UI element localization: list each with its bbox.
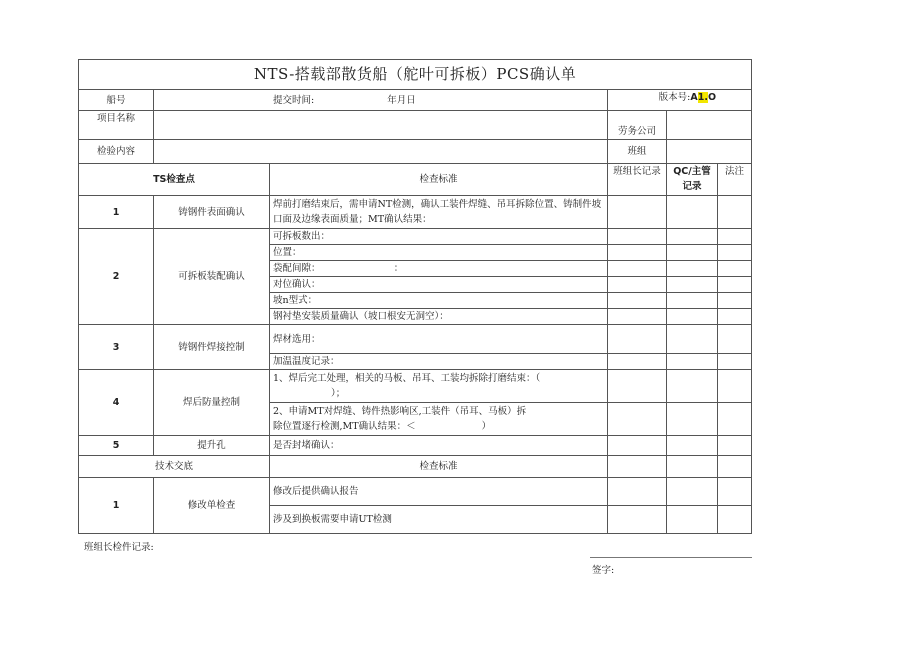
tech-header-row (79, 456, 752, 478)
item-4-line-5: ） (481, 421, 492, 432)
signature-line[interactable] (590, 557, 752, 558)
inspection-content-value[interactable] (154, 140, 608, 164)
col-qc-record (667, 164, 718, 196)
item-3-no: 3 (79, 325, 154, 370)
team-label: 班组 (608, 140, 667, 164)
header-row-ship (79, 90, 752, 111)
col-qc-record-text: QC/主管记录 (673, 166, 711, 192)
submit-time-cell (154, 90, 608, 111)
col-leader-record: 班组长记录 (608, 164, 667, 196)
column-header-row (79, 164, 752, 196)
item-4-name: 焊后防量控制 (154, 370, 270, 436)
version-value-c: O (707, 92, 717, 103)
item-1-qc[interactable] (667, 196, 718, 229)
item-2-line-4: 对位确认： (270, 277, 608, 293)
item-2-gap-mark: ： (393, 263, 404, 274)
item-2-line-3: 袋配间隙： (273, 263, 316, 274)
tech-item-1-line-1: 修改后提供确认报告 (270, 478, 608, 506)
item-3-line-2: 加温温度记录： (270, 354, 608, 370)
version-value-a: A (690, 92, 698, 103)
item-5-name: 提升孔 (154, 436, 270, 456)
leader-check-record-label: 班组长检件记录: (84, 542, 154, 553)
tech-item-1-line-2: 涉及到换板需要申请UT检测 (270, 506, 608, 534)
col-standard: 检查标准 (270, 164, 608, 196)
pcs-confirmation-form (78, 59, 751, 537)
col-legal-note: 法注 (718, 164, 752, 196)
item-2-line-3-cell (270, 261, 608, 277)
item-4-line-3: 2、申请MT对焊缝、铸件热影响区,工装件（吊耳、马板）拆 (273, 406, 527, 417)
version-value-b: 1. (697, 92, 708, 103)
labor-company-label: 劳务公司 (608, 111, 667, 140)
item-row-5 (79, 436, 752, 456)
item-3-name: 铸钢件焊接控制 (154, 325, 270, 370)
tech-item-1-name: 修改单检查 (154, 478, 270, 534)
ship-no-label: 船号 (79, 90, 154, 111)
item-row-3a (79, 325, 752, 354)
form-title: NTS-搭载部散货船（舵叶可拆板）PCS确认单 (79, 60, 752, 90)
item-4-line-2: ）； (331, 388, 346, 399)
header-row-inspection (79, 140, 752, 164)
item-1-no: 1 (79, 196, 154, 229)
version-cell (608, 90, 752, 111)
item-4-part-1 (270, 370, 608, 403)
col-ts-point-text: TS检查点 (153, 174, 195, 185)
item-2-line-1: 可拆板数出： (270, 229, 608, 245)
signature-label: 签字: (592, 565, 615, 576)
submit-time-label: 提交时间: (273, 94, 315, 106)
version-label: 版本号: (658, 92, 691, 103)
col-ts-point (79, 164, 270, 196)
item-1-note[interactable] (718, 196, 752, 229)
item-4-line-4-wrap (273, 419, 604, 434)
tech-header-right: 检查标准 (270, 456, 608, 478)
tech-item-1-no: 1 (79, 478, 154, 534)
item-5-line-1: 是否封堵确认： (270, 436, 608, 456)
item-1-standard: 焊前打磨结束后，需申请NT检测，确认工装件焊缝、吊耳拆除位置、铸制件坡口面及边缘表面质量；MT确认结果： (270, 196, 608, 229)
title-row (79, 60, 752, 90)
form-table (78, 59, 752, 534)
item-5-no: 5 (79, 436, 154, 456)
tech-item-row-1a (79, 478, 752, 506)
date-label: 年月日 (387, 94, 416, 106)
inspection-content-label: 检验内容 (79, 140, 154, 164)
item-4-part-2 (270, 403, 608, 436)
item-2-line-2: 位置： (270, 245, 608, 261)
tech-header-left: 技术交底 (79, 456, 270, 478)
item-4-line-4: 除位置逐行检测,MT确认结果：＜ (273, 421, 416, 432)
project-name-label: 项目名称 (79, 111, 154, 140)
header-row-project (79, 111, 752, 140)
item-1-name: 铸钢件表面确认 (154, 196, 270, 229)
item-2-name: 可拆板装配确认 (154, 229, 270, 325)
item-3-line-1: 焊材选用： (270, 325, 608, 354)
labor-company-value[interactable] (667, 111, 752, 140)
item-row-2a (79, 229, 752, 245)
item-2-no: 2 (79, 229, 154, 325)
item-row-1 (79, 196, 752, 229)
item-4-line-1: 1、焊后完工处理，相关的马板、吊耳、工装均拆除打磨结束：（ (273, 373, 541, 384)
item-1-leader[interactable] (608, 196, 667, 229)
item-2-line-6: 钢衬垫安装质量确认（坡口根安无洞空）： (270, 309, 608, 325)
item-4-no: 4 (79, 370, 154, 436)
team-value[interactable] (667, 140, 752, 164)
item-row-4a (79, 370, 752, 403)
project-name-value[interactable] (154, 111, 608, 140)
item-2-line-5: 坡n型式： (270, 293, 608, 309)
